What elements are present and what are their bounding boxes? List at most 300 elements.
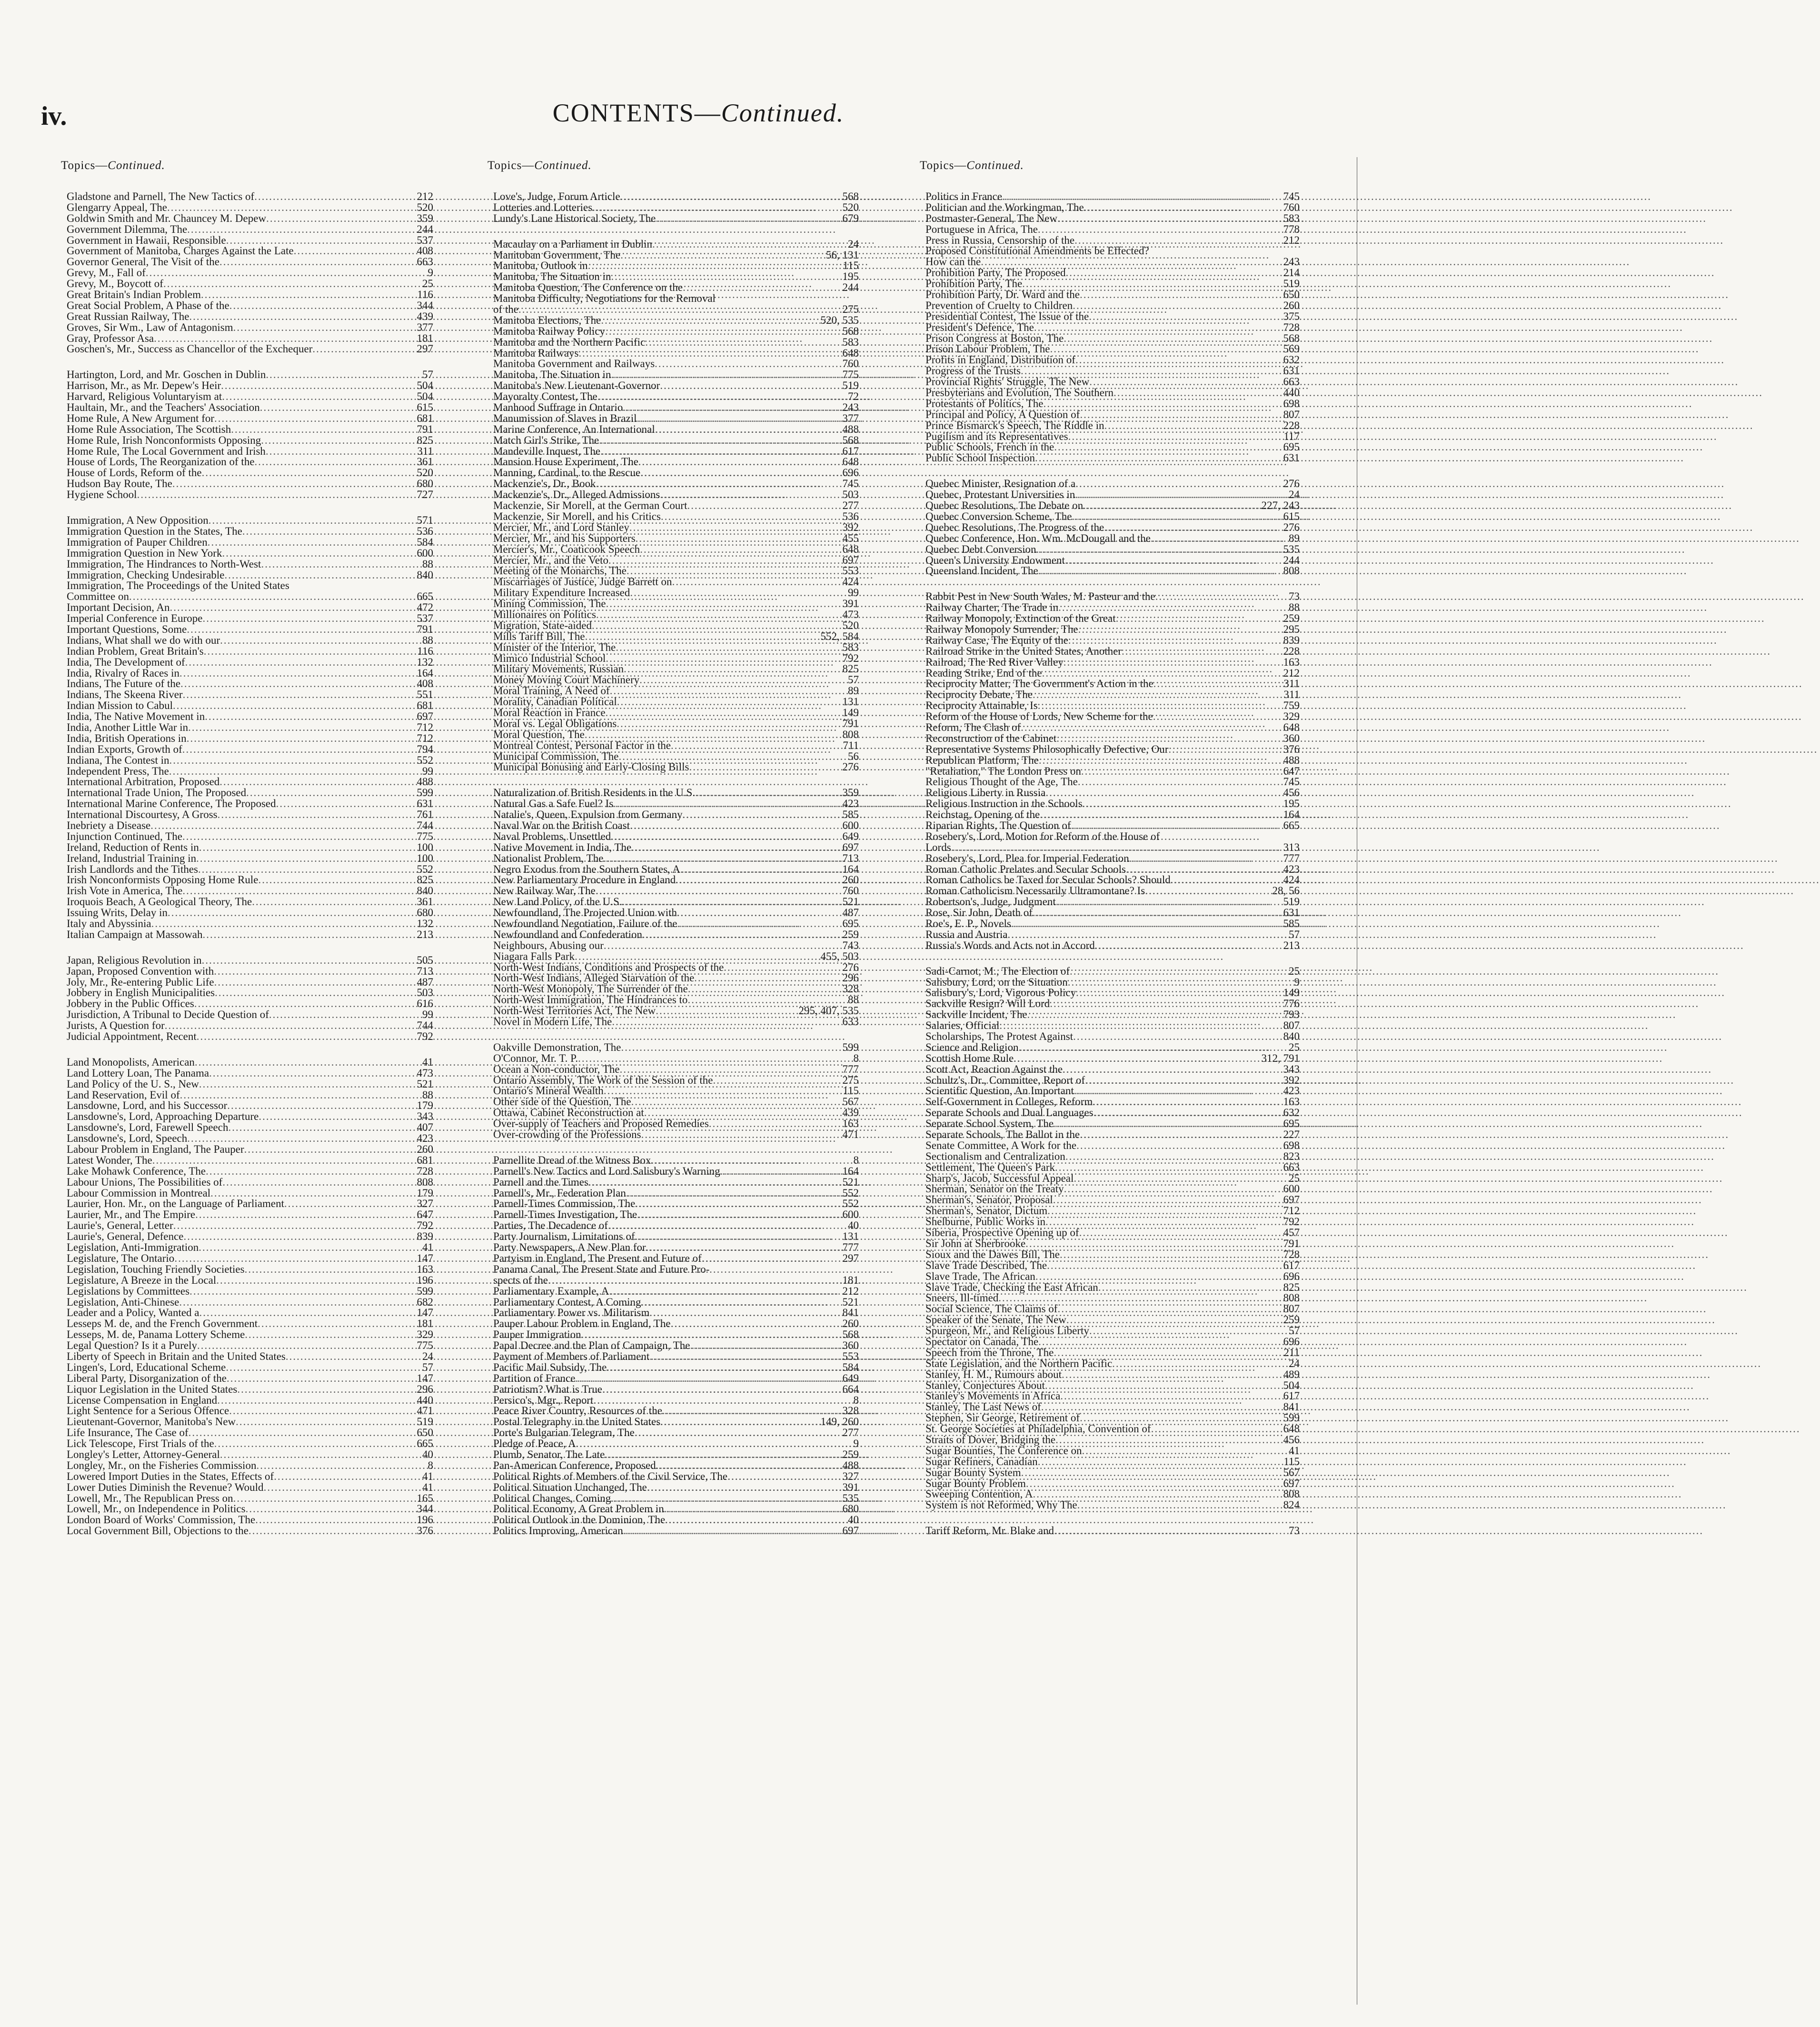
- leader-dots: [624, 664, 837, 675]
- entry-title: Naval War on the British Coast: [493, 819, 630, 831]
- contents-entry: [925, 755, 1300, 766]
- leader-dots: [661, 511, 837, 522]
- contents-entry: [925, 555, 1300, 566]
- entry-page: 361: [417, 896, 433, 908]
- entry-page: 244: [417, 223, 433, 235]
- contents-entry: [493, 995, 859, 1006]
- entry-page: 488: [417, 776, 433, 788]
- entry-page: 88: [848, 994, 859, 1006]
- entry-page: 791: [842, 717, 859, 729]
- entry-title: Goldwin Smith and Mr. Chauncey M. Depew: [67, 212, 267, 224]
- contents-entry: [925, 1217, 1300, 1228]
- contents-entry: [493, 642, 859, 653]
- entry-title: Newfoundland, The Projected Union with: [493, 907, 677, 919]
- entry-page: 503: [417, 987, 433, 999]
- leader-dots: [1073, 1031, 1278, 1042]
- entry-title: Roman Catholicism Necessarily Ultramontane? Is: [925, 885, 1145, 897]
- contents-entry: [67, 744, 433, 755]
- contents-entry: [925, 1173, 1300, 1184]
- contents-entry: [925, 977, 1300, 988]
- entry-title: House of Lords, Reform of the: [67, 467, 202, 479]
- contents-entry: [925, 908, 1300, 919]
- contents-entry: [925, 657, 1300, 668]
- leader-dots: [1063, 1064, 1278, 1075]
- contents-entry: [493, 413, 859, 424]
- leader-dots: [1045, 1217, 1278, 1228]
- entry-page: 664: [842, 1383, 859, 1395]
- leader-dots: [1039, 755, 1278, 766]
- leader-dots: [606, 653, 837, 664]
- entry-page: 649: [842, 830, 859, 842]
- entry-page: 648: [1283, 721, 1300, 733]
- entry-title: Mackenzie, Sir Morell, at the German Court: [493, 499, 687, 512]
- entry-page: 600: [842, 819, 859, 831]
- entry-page: 713: [417, 965, 433, 977]
- leader-dots: [636, 533, 837, 544]
- entry-page: 617: [1283, 1390, 1300, 1402]
- contents-entry: [925, 1391, 1300, 1402]
- leader-dots: [1104, 420, 1278, 431]
- entry-page: 520, 535: [820, 314, 859, 326]
- contents-entry: [67, 224, 433, 235]
- entry-page: 665: [417, 590, 433, 603]
- contents-entry: [67, 1090, 433, 1101]
- contents-entry: [925, 733, 1300, 744]
- contents-entry: [67, 1438, 433, 1449]
- entry-title: Mercier, Mr., and his Supporters: [493, 532, 636, 544]
- entry-page: 57: [422, 369, 433, 381]
- entry-page: 791: [1283, 1237, 1300, 1249]
- leader-dots: [1021, 722, 1278, 733]
- contents-entry: [925, 1020, 1300, 1031]
- entry-page: 615: [1283, 510, 1300, 522]
- entry-page: 792: [1283, 1216, 1300, 1228]
- entry-title: Other side of the Question, The: [493, 1096, 631, 1108]
- entry-title: Parliamentary Power vs. Militarism: [493, 1307, 650, 1319]
- entry-page: 57: [1289, 928, 1300, 940]
- entry-title: Light Sentence for a Serious Offence: [67, 1405, 229, 1417]
- entry-page: 297: [417, 343, 433, 355]
- entry-page: 260: [417, 1143, 433, 1156]
- entry-title: Lick Telescope, First Trials of the: [67, 1438, 214, 1450]
- leader-dots: [575, 951, 818, 962]
- entry-title: Reading Strike, End of the: [925, 667, 1042, 679]
- leader-dots: [1078, 777, 1278, 788]
- entry-page: 584: [417, 536, 433, 548]
- leader-dots: [180, 1090, 411, 1101]
- entry-title: Parnell's New Tactics and Lord Salisbury's Warning: [493, 1165, 720, 1177]
- leader-dots: [261, 559, 411, 570]
- contents-entry: [493, 609, 859, 620]
- contents-entry: [67, 999, 433, 1009]
- leader-dots: [1064, 333, 1278, 344]
- leader-dots: [1112, 1358, 1278, 1369]
- entry-page: 196: [417, 1514, 433, 1526]
- entry-title: Reciprocity Attainable, Is: [925, 699, 1038, 712]
- entry-title: Parliamentary Contest, A Coming: [493, 1296, 641, 1308]
- contents-entry: [493, 1471, 859, 1482]
- contents-entry: [925, 831, 1300, 842]
- leader-dots: [137, 489, 411, 500]
- entry-title: Immigration, A New Opposition: [67, 514, 209, 527]
- entry-title: Hartington, Lord, and Mr. Goschen in Dublin: [67, 369, 266, 381]
- entry-page: 744: [417, 1019, 433, 1032]
- entry-page: 727: [417, 489, 433, 501]
- leader-dots: [1080, 1413, 1278, 1424]
- leader-dots: [1079, 1228, 1278, 1238]
- contents-entry: [925, 1293, 1300, 1304]
- entry-title: Jobbery in the Public Offices: [67, 998, 194, 1010]
- leader-dots: [210, 1188, 411, 1199]
- entry-title: Government of Manitoba, Charges Against the Late: [67, 245, 294, 257]
- contents-entry: [925, 1195, 1300, 1206]
- leader-dots: [1171, 875, 1278, 886]
- entry-title: Parnell-Times Investigation, The: [493, 1208, 637, 1221]
- contents-entry: [493, 577, 859, 588]
- contents-entry: [67, 424, 433, 435]
- entry-title: Sectionalism and Centralization: [925, 1150, 1065, 1162]
- contents-entry: [925, 1118, 1300, 1129]
- leader-dots: [1038, 566, 1278, 577]
- contents-entry: [67, 1177, 433, 1188]
- contents-entry: [67, 711, 433, 722]
- entry-title: Legislations by Committees: [67, 1285, 190, 1297]
- entry-page: 131: [842, 1230, 859, 1243]
- contents-entry: [67, 755, 433, 766]
- contents-entry: [67, 602, 433, 613]
- leader-dots: [1083, 799, 1278, 809]
- entry-title: Laurie's, General, Defence: [67, 1230, 184, 1243]
- entry-title: Indians, The Future of the: [67, 678, 181, 690]
- entry-title: Legislature, A Breeze in the Local: [67, 1274, 217, 1286]
- group-spacer: [67, 940, 433, 955]
- contents-entry: [925, 235, 1300, 246]
- entry-title: Macaulay on a Parliament in Dublin: [493, 238, 653, 250]
- entry-page: 344: [417, 1503, 433, 1515]
- entry-page: 149: [1283, 987, 1300, 999]
- contents-entry: [67, 1351, 433, 1362]
- contents-entry: [493, 1231, 859, 1242]
- entry-page: 164: [417, 667, 433, 679]
- leader-dots: [220, 1449, 411, 1460]
- contents-entry: [925, 602, 1300, 613]
- entry-title: Sneers, Ill-timed: [925, 1292, 999, 1304]
- contents-entry: [493, 1064, 859, 1075]
- entry-title: Mandeville Inquest, The: [493, 445, 601, 457]
- leader-dots: [620, 250, 824, 261]
- entry-page: 695: [1283, 441, 1300, 453]
- leader-dots: [1114, 388, 1278, 399]
- leader-dots: [226, 235, 411, 246]
- contents-entry: [925, 820, 1300, 831]
- entry-page: 376: [1283, 743, 1300, 755]
- entry-page: 665: [1283, 819, 1300, 831]
- entry-title: Home Rule Association, The Scottish: [67, 423, 231, 435]
- entry-page: 520: [417, 201, 433, 213]
- leader-dots: [998, 1293, 1278, 1304]
- entry-page: 327: [842, 1470, 859, 1482]
- entry-page: 775: [417, 830, 433, 842]
- entry-title: Spurgeon, Mr., and Religious Liberty: [925, 1325, 1089, 1337]
- leader-dots: [199, 842, 411, 853]
- entry-title: Manitoba Railway Policy: [493, 325, 606, 337]
- entry-page: 163: [1283, 1096, 1300, 1108]
- entry-title: Politics in France: [925, 190, 1002, 202]
- leader-dots: [677, 908, 837, 919]
- entry-page: 276: [1283, 478, 1300, 490]
- contents-entry: [493, 380, 859, 391]
- entry-page: 359: [842, 787, 859, 799]
- entry-title: Separate Schools and Dual Languages: [925, 1107, 1094, 1119]
- contents-entry: [925, 886, 1300, 897]
- entry-title: Great Britain's Indian Problem: [67, 289, 201, 301]
- entry-page: 115: [843, 1085, 859, 1097]
- entry-page: 712: [1283, 1205, 1300, 1217]
- column-header-continued: Continued.: [966, 159, 1024, 172]
- leader-dots: [588, 260, 837, 271]
- contents-entry: [925, 864, 1300, 875]
- entry-page: 520: [842, 201, 859, 213]
- leader-dots: [219, 777, 411, 788]
- entry-title: Sherman, Senator on the Treaty: [925, 1183, 1064, 1195]
- entry-title: Sugar Bounty System: [925, 1466, 1021, 1478]
- entry-title: Harvard, Religious Voluntaryism at: [67, 390, 222, 403]
- leader-dots: [585, 631, 819, 642]
- entry-title: Quebec Conference, Hon. Wm. McDougall and the: [925, 532, 1151, 544]
- entry-title: Gladstone and Parnell, The New Tactics of: [67, 190, 255, 202]
- contents-entry: [925, 1053, 1300, 1064]
- leader-dots: [656, 1006, 796, 1017]
- entry-title: New Land Policy, of the U.S.: [493, 896, 622, 908]
- leader-dots: [1054, 1348, 1278, 1358]
- entry-title: Lieutenant-Governor, Manitoba's New: [67, 1416, 236, 1428]
- leader-dots: [720, 1166, 837, 1177]
- contents-entry: [67, 268, 433, 279]
- leader-dots: [152, 1155, 411, 1166]
- entry-title: License Compensation in England: [67, 1394, 218, 1406]
- leader-dots: [1055, 1162, 1278, 1173]
- entry-page: 567: [1283, 1466, 1300, 1478]
- entry-page: 455, 503: [820, 950, 859, 962]
- leader-dots: [690, 1340, 837, 1351]
- leader-dots: [1083, 500, 1259, 511]
- entry-title: Political Outlook in the Dominion, The: [493, 1514, 666, 1526]
- entry-title: Municipal Commission, The: [493, 750, 619, 762]
- entry-page: 56: [848, 750, 859, 762]
- leader-dots: [1053, 1195, 1278, 1206]
- entry-title: Lowell, Mr., The Republican Press on: [67, 1492, 233, 1504]
- entry-title: Lansdowne's, Lord, Approaching Departure: [67, 1110, 259, 1123]
- leader-dots: [640, 468, 837, 479]
- contents-entry: [493, 1308, 859, 1318]
- entry-page: 521: [842, 1296, 859, 1308]
- entry-title: Meeting of the Monarchs, The: [493, 565, 627, 577]
- entry-page: 439: [417, 310, 433, 322]
- entry-title: Quebec Debt Conversion: [925, 543, 1036, 555]
- leader-dots: [195, 1057, 411, 1068]
- entry-page: 277: [842, 1427, 859, 1439]
- contents-entry: [67, 1264, 433, 1275]
- entry-title: Robertson's, Judge, Judgment: [925, 896, 1056, 908]
- contents-column-2: [487, 157, 859, 1537]
- entry-page: 808: [842, 728, 859, 740]
- leader-dots: [630, 588, 837, 599]
- leader-dots: [173, 1220, 411, 1231]
- entry-title: New Parliamentary Procedure in England: [493, 874, 676, 886]
- leader-dots: [1155, 591, 1278, 602]
- entry-page: 777: [842, 1241, 859, 1254]
- contents-entry: [67, 235, 433, 246]
- entry-page: 696: [842, 467, 859, 479]
- group-spacer: [493, 773, 859, 788]
- entry-title: Roe's, E. P., Novels: [925, 918, 1011, 929]
- leader-dots: [613, 799, 837, 809]
- entry-title: Stanley, H. M., Rumours about: [925, 1368, 1062, 1380]
- entry-page: 807: [1283, 1303, 1300, 1315]
- entry-page: 392: [842, 521, 859, 533]
- contents-entry: [925, 1500, 1300, 1511]
- contents-entry: [925, 355, 1300, 366]
- entry-title: Home Rule, A New Argument for: [67, 412, 215, 424]
- entry-page: 823: [1283, 1150, 1300, 1162]
- entry-title: Mackenzie's, Dr., Alleged Admissions: [493, 489, 660, 501]
- entry-page: 243: [1283, 256, 1300, 268]
- leader-dots: [1035, 1271, 1278, 1282]
- entry-page: 600: [842, 1208, 859, 1221]
- contents-entry: [925, 246, 1300, 257]
- entry-title: Ottawa, Cabinet Reconstruction at: [493, 1107, 644, 1119]
- entry-page: 599: [1283, 1412, 1300, 1424]
- leader-dots: [1093, 1097, 1278, 1108]
- entry-page: 568: [842, 1328, 859, 1341]
- leader-dots: [1054, 1118, 1278, 1129]
- contents-entry: [493, 359, 859, 369]
- entry-page: 423: [417, 1132, 433, 1145]
- leader-dots: [623, 1526, 837, 1537]
- entry-title: Goschen's, Mr., Success as Chancellor of the Exchequer: [67, 343, 313, 355]
- entry-page: 8: [853, 1154, 859, 1166]
- leader-dots: [187, 224, 411, 235]
- entry-title: Immigration Question in the States, The: [67, 525, 242, 537]
- entry-page: 259: [842, 1448, 859, 1460]
- entry-title: Indians, What shall we do with our: [67, 634, 220, 646]
- entry-page: 8: [853, 1052, 859, 1064]
- entry-title: Japan, Proposed Convention with: [67, 965, 214, 977]
- leader-dots: [1054, 442, 1278, 453]
- contents-entry: [925, 290, 1300, 300]
- entry-page: 536: [842, 510, 859, 522]
- entry-page: 181: [417, 332, 433, 344]
- entry-page: 244: [842, 281, 859, 294]
- entry-page: 131: [842, 696, 859, 708]
- entry-title: Stanley, Conjectures About: [925, 1379, 1045, 1391]
- leader-dots: [599, 435, 837, 446]
- entry-page: 599: [842, 1041, 859, 1053]
- contents-entry: [493, 919, 859, 929]
- contents-entry: [67, 391, 433, 402]
- entry-page: 807: [1283, 1019, 1300, 1032]
- contents-entry: [67, 700, 433, 711]
- contents-entry: [67, 1384, 433, 1395]
- contents-entry: [67, 435, 433, 446]
- entry-title: Military Expenditure Increased: [493, 587, 630, 599]
- entry-title: Immigration, The Hindrances to North-West: [67, 558, 261, 570]
- entry-title: Municipal Bonusing and Early-Closing Bills: [493, 761, 689, 773]
- entry-title: Lesseps, M. de, Panama Lottery Scheme: [67, 1328, 245, 1341]
- leader-dots: [1068, 635, 1278, 646]
- entry-page: 633: [842, 1016, 859, 1028]
- entry-title: Liquor Legislation in the United States: [67, 1383, 238, 1395]
- leader-dots: [694, 973, 837, 984]
- contents-entry: [67, 1253, 433, 1264]
- contents-entry: [925, 453, 1300, 464]
- entry-title: Land Monopolists, American: [67, 1056, 195, 1068]
- leader-dots: [167, 202, 411, 213]
- leader-dots: [1038, 1457, 1278, 1468]
- leader-dots: [608, 1220, 837, 1231]
- leader-dots: [1089, 377, 1278, 388]
- entry-page: 519: [417, 1416, 433, 1428]
- entry-title: Newfoundland Negotiation, Failure of the: [493, 918, 677, 929]
- entry-page: 696: [1283, 1270, 1300, 1282]
- leader-dots: [518, 304, 837, 315]
- contents-entry: [67, 1417, 433, 1428]
- contents-column-3: [920, 157, 1300, 1537]
- column-header: [920, 157, 1300, 174]
- contents-entry: [67, 1308, 433, 1318]
- contents-entry: [925, 1064, 1300, 1075]
- contents-entry: [925, 1315, 1300, 1326]
- contents-entry: [67, 1329, 433, 1340]
- contents-entry: [67, 1057, 433, 1068]
- leader-dots: [999, 1020, 1278, 1031]
- entry-page: 260: [1283, 299, 1300, 311]
- entry-title: India, The Native Movement in: [67, 710, 205, 723]
- contents-entry: [925, 344, 1300, 355]
- entry-title: Persico's, Mgr., Report: [493, 1394, 594, 1406]
- entry-page: 631: [417, 798, 433, 810]
- title-continued: Continued.: [721, 99, 845, 127]
- contents-entry: [493, 369, 859, 380]
- entry-title: Natural Gas a Safe Fuel? Is: [493, 798, 614, 810]
- contents-entry: [493, 762, 859, 773]
- contents-entry: [925, 777, 1300, 788]
- leader-dots: [217, 1395, 411, 1406]
- leader-dots: [1129, 853, 1278, 864]
- entry-title: Sugar Bounty Problem: [925, 1477, 1026, 1489]
- contents-entry: [67, 322, 433, 333]
- contents-entry: [925, 1271, 1300, 1282]
- leader-dots: [1027, 1009, 1278, 1020]
- contents-entry: [493, 1384, 859, 1395]
- leader-dots: [214, 977, 411, 988]
- entry-title: India, The Development of: [67, 656, 185, 668]
- leader-dots: [276, 799, 411, 809]
- leader-dots: [581, 1329, 837, 1340]
- contents-entry: [493, 1017, 859, 1028]
- entry-title: Mercier, Mr., and the Veto: [493, 554, 609, 566]
- leader-dots: [1080, 290, 1278, 300]
- entry-page: 24: [422, 1350, 433, 1362]
- entry-page: 712: [417, 721, 433, 733]
- entry-title: New Railway War, The: [493, 885, 596, 897]
- contents-entry: [493, 1264, 859, 1275]
- entry-page: 41: [422, 1056, 433, 1068]
- entry-title: Mayoralty Contest, The: [493, 390, 597, 403]
- entry-title: Roman Catholics be Taxed for Secular Schools? Should: [925, 874, 1171, 886]
- leader-dots: [1047, 1260, 1278, 1271]
- contents-entry: [493, 708, 859, 719]
